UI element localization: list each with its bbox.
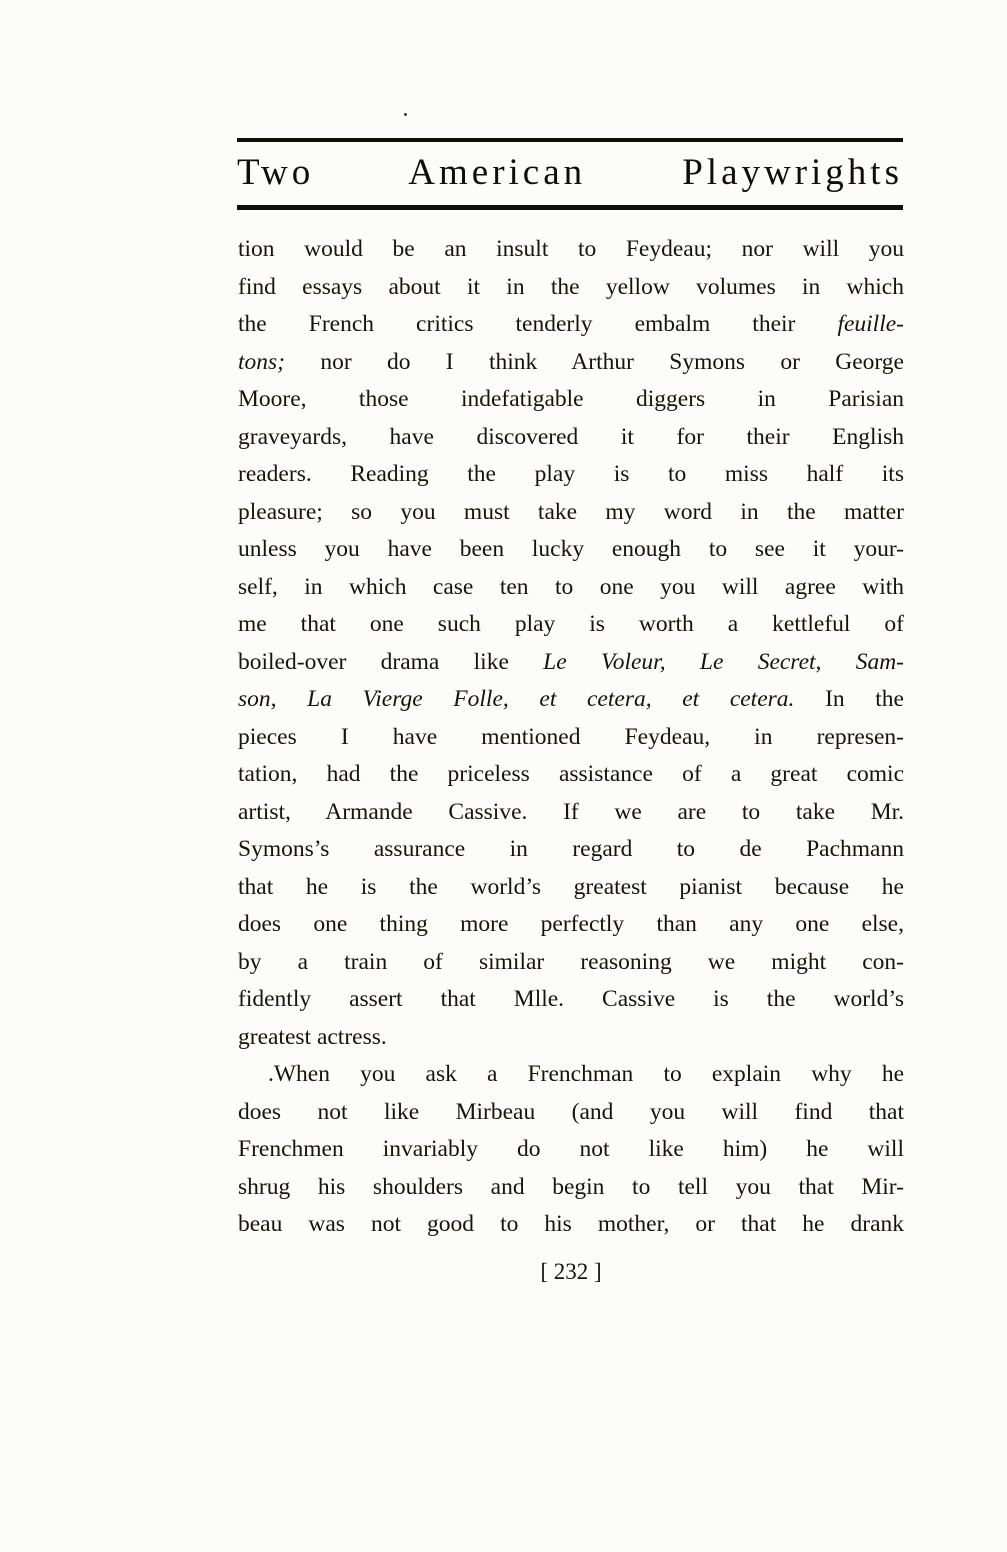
italic-text-segment: Le Voleur, Le Secret, Sam- [543,648,904,675]
text-line [238,831,904,869]
text-line [238,644,904,682]
text-line [238,906,904,944]
text-segment: beau was not good to his mother, or that he drank [238,1211,904,1237]
text-line [238,419,904,457]
text-segment: does not like Mirbeau (and you will find that [238,1098,904,1125]
text-line [238,306,904,344]
text-line [238,269,904,307]
text-segment: graveyards, have discovered it for their English [238,423,904,450]
text-line [238,944,904,982]
header-rule-bottom [237,205,903,210]
text-line [238,794,904,832]
text-line [238,1019,904,1057]
text-line [238,1131,904,1169]
text-line [238,756,904,794]
page-body-text [238,231,904,1244]
text-segment: boiled-over drama like [238,648,544,675]
text-line [238,981,904,1019]
text-segment: In the [794,686,904,712]
page-title: Two American Playwrights [237,152,903,193]
text-line [238,569,904,607]
text-segment: Symons’s assurance in regard to de Pachmann [238,836,904,862]
text-line [238,1169,904,1207]
text-line [238,606,904,644]
text-segment: Frenchmen invariably do not like him) he will [238,1136,904,1162]
scan-artifact-dot [404,113,407,116]
text-segment: pleasure; so you must take my word in the matter [238,498,904,525]
text-segment: self, in which case ten to one you will agree with [238,573,904,600]
text-line [238,719,904,757]
italic-text-segment: tons; [238,348,285,375]
text-segment: by a train of similar reasoning we might con- [238,948,904,975]
italic-text-segment: feuille- [837,311,904,337]
text-line [238,231,904,269]
italic-text-segment: son, La Vierge Folle, et cetera, et cetera. [238,686,795,712]
text-line [238,531,904,569]
text-segment: does one thing more perfectly than any one else, [238,911,904,937]
text-line [238,1206,904,1244]
page-number: [ 232 ] [540,1259,602,1284]
text-segment: me that one such play is worth a kettleful of [238,611,904,637]
text-line [238,1056,904,1094]
text-segment: nor do I think Arthur Symons or George [285,348,904,375]
text-segment: greatest actress. [238,1023,387,1050]
text-segment: pieces I have mentioned Feydeau, in represen- [238,723,904,750]
text-segment: fidently assert that Mlle. Cassive is the world’s [238,986,904,1012]
text-segment: artist, Armande Cassive. If we are to take Mr. [238,798,904,825]
text-line [238,456,904,494]
text-segment: unless you have been lucky enough to see it your- [238,536,904,562]
text-segment: .When you ask a Frenchman to explain why he [268,1061,904,1087]
text-line [238,1094,904,1132]
text-segment: tion would be an insult to Feydeau; nor will you [238,236,904,262]
text-line [238,869,904,907]
text-segment: tation, had the priceless assistance of a great comic [238,761,904,787]
text-segment: readers. Reading the play is to miss half its [238,461,904,487]
text-line [238,381,904,419]
text-segment: the French critics tenderly embalm their [238,311,838,337]
text-segment: find essays about it in the yellow volumes in which [238,273,904,300]
text-line [238,344,904,382]
text-segment: that he is the world’s greatest pianist because he [238,873,904,900]
text-line [238,681,904,719]
text-segment: shrug his shoulders and begin to tell you that Mir- [238,1173,904,1200]
text-line [238,494,904,532]
text-segment: Moore, those indefatigable diggers in Parisian [238,386,904,412]
header-rule-top [237,138,903,142]
